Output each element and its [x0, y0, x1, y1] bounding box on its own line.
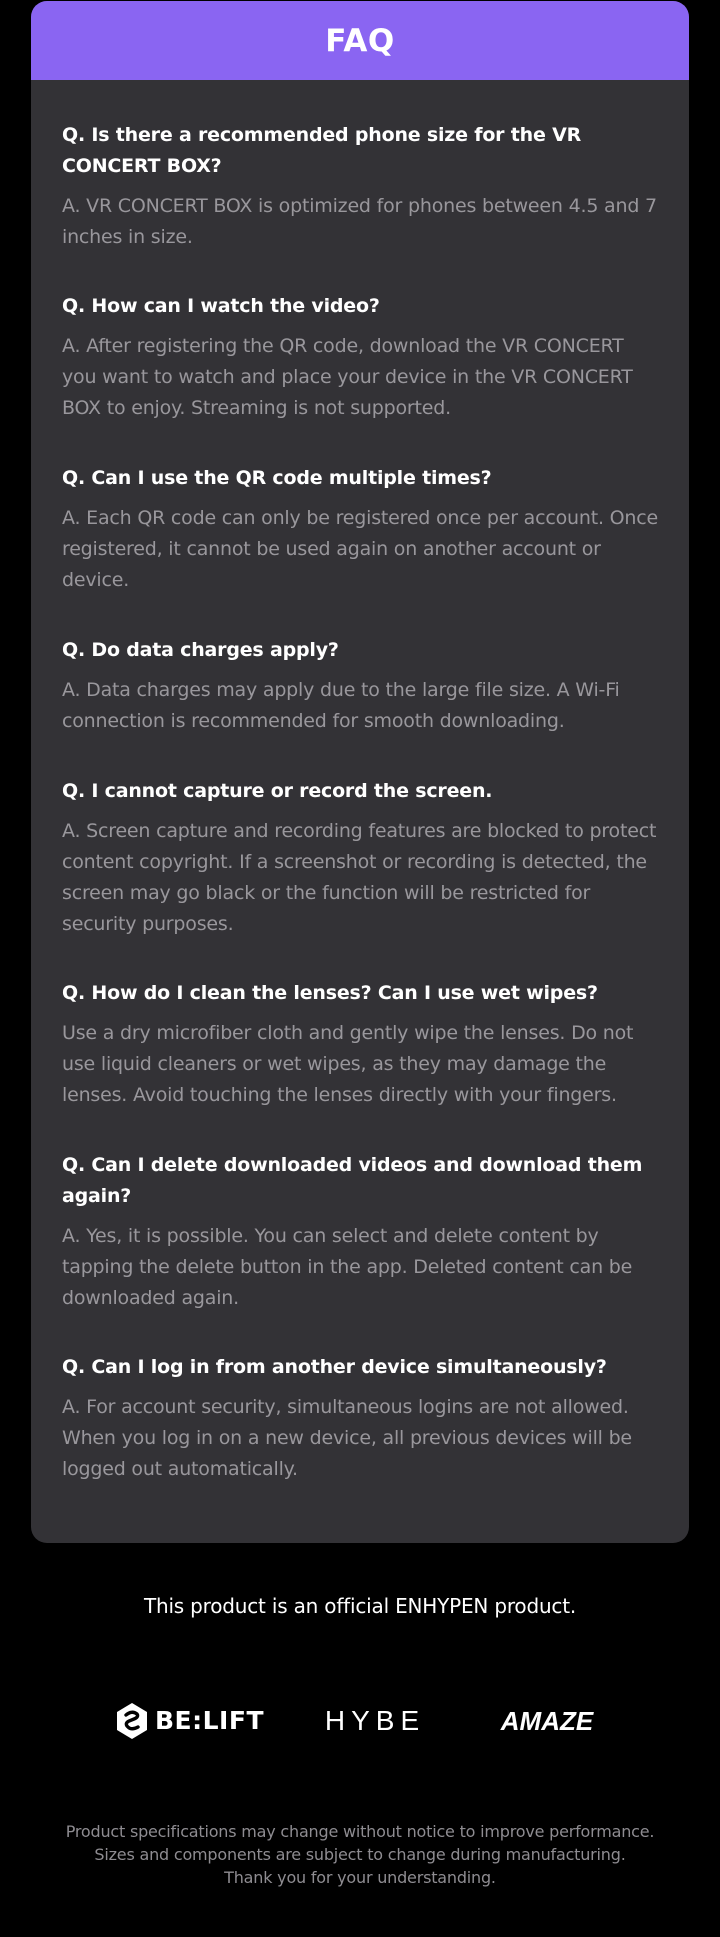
- faq-answer: A. Screen capture and recording features are blocked to protect content copyright. If a screenshot or recording is detected, the screen may go black or the function will be restricted for security purposes.: [62, 820, 657, 935]
- faq-question: Q. Can I log in from another device simultaneously?: [62, 1356, 607, 1378]
- disclaimer-line: Product specifications may change without notice to improve performance.: [65, 1822, 655, 1841]
- faq-answer: A. Yes, it is possible. You can select and delete content by tapping the delete button in the app. Deleted content can be downloaded again.: [62, 1225, 633, 1309]
- amaze-logo: [488, 1700, 606, 1742]
- faq-card: [31, 1, 689, 1543]
- belift-logo: [115, 1700, 265, 1742]
- faq-answer: A. VR CONCERT BOX is optimized for phones between 4.5 and 7 inches in size.: [62, 195, 657, 248]
- faq-answer: A. Data charges may apply due to the large file size. A Wi-Fi connection is recommended for smooth downloading.: [62, 679, 620, 732]
- partner-logos: [0, 1700, 720, 1742]
- faq-question: Q. Do data charges apply?: [62, 639, 339, 661]
- faq-item: [62, 776, 662, 940]
- faq-question: Q. Can I delete downloaded videos and download them again?: [62, 1154, 643, 1207]
- faq-answer: Use a dry microfiber cloth and gently wipe the lenses. Do not use liquid cleaners or wet wipes, as they may damage the lenses. Avoid touching the lenses directly with your fingers.: [62, 1022, 634, 1106]
- faq-question: Q. I cannot capture or record the screen.: [62, 780, 493, 802]
- faq-item: [62, 291, 662, 424]
- official-product-note: This product is an official ENHYPEN product.: [143, 1594, 577, 1618]
- faq-question: Q. Can I use the QR code multiple times?: [62, 467, 492, 489]
- disclaimer-line: Thank you for your understanding.: [224, 1868, 496, 1887]
- faq-item: [62, 978, 662, 1111]
- belift-wordmark: BE:LIFT: [155, 1706, 264, 1735]
- amaze-wordmark: AMAZE: [500, 1706, 594, 1736]
- footer-disclaimer: [0, 1820, 720, 1889]
- faq-title: FAQ: [325, 22, 395, 59]
- faq-question: Q. How can I watch the video?: [62, 295, 380, 317]
- faq-item: [62, 463, 662, 596]
- faq-answer: A. For account security, simultaneous logins are not allowed. When you log in on a new device, all previous devices will be logged out automatically.: [62, 1396, 632, 1480]
- faq-header: [31, 1, 689, 80]
- hybe-logo: [316, 1700, 434, 1742]
- faq-answer: A. Each QR code can only be registered once per account. Once registered, it cannot be used again on another account or device.: [62, 507, 658, 591]
- faq-item: [62, 120, 662, 253]
- faq-item: [62, 1352, 662, 1485]
- belift-mark-icon: [115, 1702, 149, 1740]
- faq-question: Q. How do I clean the lenses? Can I use wet wipes?: [62, 982, 598, 1004]
- faq-answer: A. After registering the QR code, download the VR CONCERT you want to watch and place your device in the VR CONCERT BOX to enjoy. Streaming is not supported.: [62, 335, 633, 419]
- faq-item: [62, 635, 662, 737]
- faq-item: [62, 1150, 662, 1314]
- hybe-wordmark: HYBE: [324, 1705, 426, 1736]
- disclaimer-line: Sizes and components are subject to change during manufacturing.: [94, 1845, 626, 1864]
- faq-question: Q. Is there a recommended phone size for the VR CONCERT BOX?: [62, 124, 582, 177]
